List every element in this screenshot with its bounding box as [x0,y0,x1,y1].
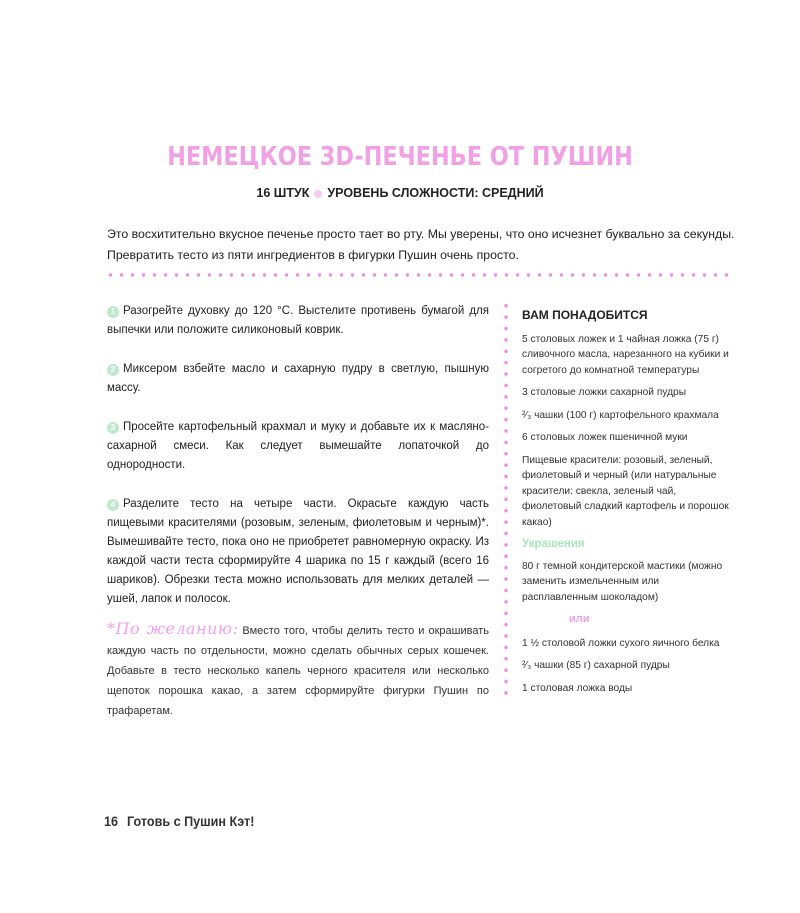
dotted-divider-vertical [504,300,508,700]
recipe-subtitle [0,186,800,200]
step-item [107,360,489,398]
page-number: 16 [104,813,119,829]
ingredient-item: ²⁄₃ чашки (100 г) картофельного крахмала [522,409,719,421]
step-item [107,302,489,340]
ingredients-column [522,308,732,703]
optional-label: *По желанию: [107,619,239,638]
step-number-badge: 2 [107,364,119,376]
step-number-badge: 1 [107,306,119,318]
servings-count: 16 ШТУК [256,186,310,200]
recipe-intro: Это восхитительно вкусное печенье просто тает во рту. Мы уверены, что оно исчезнет буквально за секунды. Превратить тесто из пяти ингредиентов в фигурки Пушин очень просто. [107,227,735,262]
step-number-badge: 4 [107,499,119,511]
ingredients-title: ВАМ ПОНАДОБИТСЯ [522,308,648,322]
dotted-divider-horizontal [105,273,730,277]
or-label: или [569,613,590,625]
steps-column [107,302,489,732]
page-footer [104,813,254,829]
optional-text: Вместо того, чтобы делить тесто и окрашивать каждую часть по отдельности, можно сделать обычных серых кошечек. Добавьте в тесто несколько капель черного красителя или несколько щепоток порошка какао, а затем сформируйте фигурки Пушин по трафаретам. [107,625,490,717]
ingredient-item: 6 столовых ложек пшеничной муки [522,432,688,443]
separator-dot-icon [314,190,322,198]
decoration-item: 80 г темной кондитерской мастики (можно заменить измельченным или расплавленным шоколадом) [522,560,723,603]
recipe-title: НЕМЕЦКОЕ 3D-ПЕЧЕНЬЕ ОТ ПУШИН [167,142,633,172]
optional-note [107,619,489,721]
step-item [107,418,489,475]
step-text: Разделите тесто на четыре части. Окрасьте каждую часть пищевыми красителями (розовым, зеленым, фиолетовым и черным)*. Вымешивайте тесто, пока оно не приобретет равномерную окраску. Из каждой части теста сформируйте 4 шарика по 15 г каждый (всего 16 шариков). Обрезки теста можно использовать для мелких деталей — ушей, лапок и полосок. [107,498,489,605]
difficulty-level: УРОВЕНЬ СЛОЖНОСТИ: СРЕДНИЙ [327,186,544,200]
alt-decoration-item: ²⁄₃ чашки (85 г) сахарной пудры [522,660,670,671]
alt-decoration-item: 1 столовая ложка воды [522,682,633,694]
step-text: Разогрейте духовку до 120 °С. Выстелите противень бумагой для выпечки или положите силиконовый коврик. [107,305,489,336]
step-item [107,495,489,609]
step-text: Просейте картофельный крахмал и муку и добавьте их к масляно-сахарной смеси. Как следует вымешайте лопаточкой до однородности. [107,421,489,471]
ingredient-item: Пищевые красители: розовый, зеленый, фиолетовый и черный (или натуральные красители: свекла, зеленый чай, фиолетовый сладкий картофель и порошок какао) [522,454,729,528]
step-number-badge: 3 [107,422,119,434]
alt-decoration-item: 1 ½ столовой ложки сухого яичного белка [522,637,720,649]
ingredient-item: 3 столовые ложки сахарной пудры [522,387,687,398]
step-text: Миксером взбейте масло и сахарную пудру в светлую, пышную массу. [107,363,489,394]
book-title: Готовь с Пушин Кэт! [127,813,255,829]
decoration-heading: Украшения [522,538,585,550]
ingredient-item: 5 столовых ложек и 1 чайная ложка (75 г) сливочного масла, нарезанного на кубики и согретого до комнатной температуры [522,333,729,376]
